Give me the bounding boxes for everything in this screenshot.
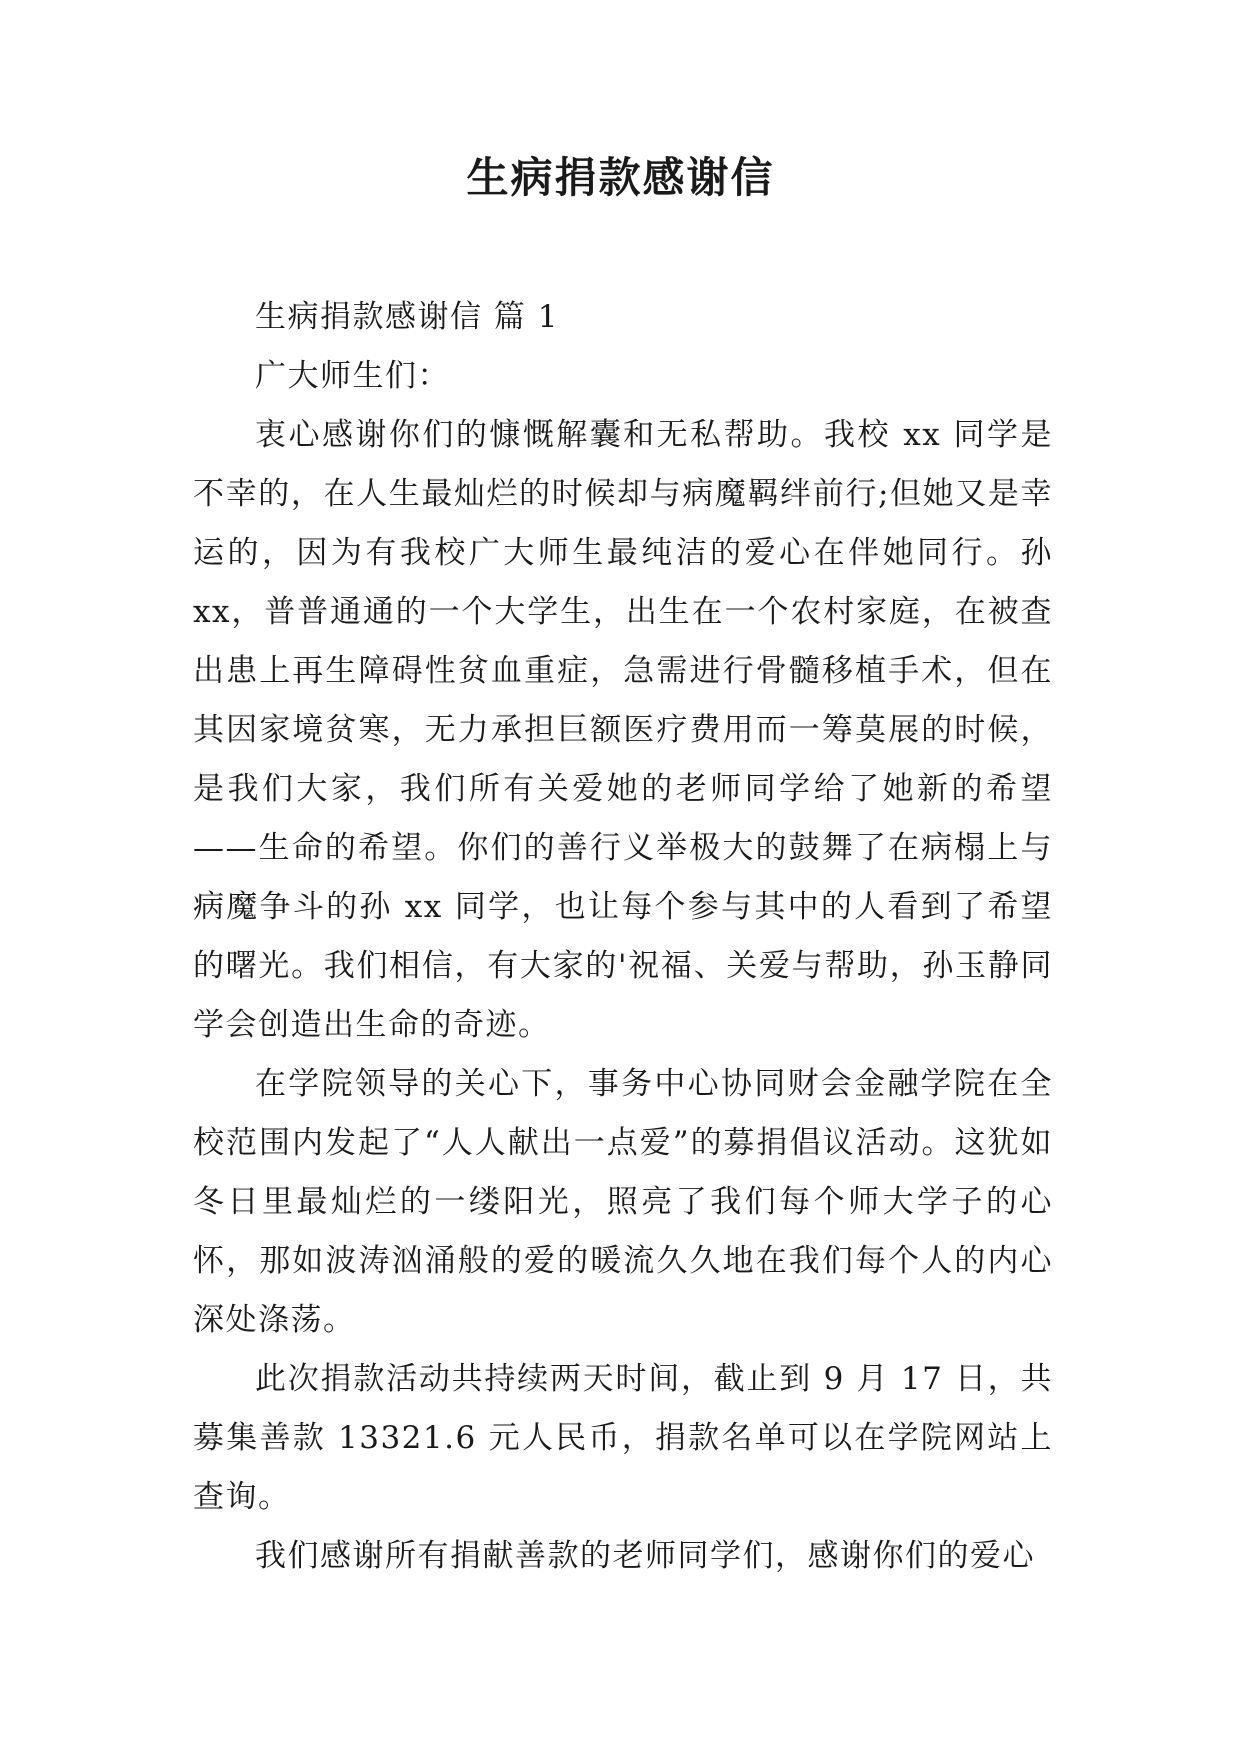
paragraph: 在学院领导的关心下，事务中心协同财会金融学院在全校范围内发起了“人人献出一点爱”的募捐倡议活动。这犹如冬日里最灿烂的一缕阳光，照亮了我们每个师大学子的心怀，那如波涛汹涌般的爱的暖流久久地在我们每个人的内心深处涤荡。 bbox=[193, 1066, 1053, 1338]
salutation: 广大师生们： bbox=[255, 358, 450, 394]
document-body bbox=[193, 288, 1053, 1586]
paragraph: 我们感谢所有捐献善款的老师同学们，感谢你们的爱心 bbox=[255, 1538, 1035, 1574]
paragraph: 此次捐款活动共持续两天时间，截止到 9 月 17 日，共募集善款 13321.6 元人民币，捐款名单可以在学院网站上查询。 bbox=[193, 1361, 1053, 1515]
paragraph: 衷心感谢你们的慷慨解囊和无私帮助。我校 xx 同学是不幸的，在人生最灿烂的时候却与病魔羁绊前行;但她又是幸运的，因为有我校广大师生最纯洁的爱心在伴她同行。孙 xx，普普通通的一个大学生，出生在一个农村家庭，在被查出患上再生障碍性贫血重症，急需进行骨髓移植手术，但在其因家境贫寒，无力承担巨额医疗费用而一筹莫展的时候，是我们大家，我们所有关爱她的老师同学给了她新的希望——生命的希望。你们的善行义举极大的鼓舞了在病榻上与病魔争斗的孙 xx 同学，也让每个参与其中的人看到了希望的曙光。我们相信，有大家的'祝福、关爱与帮助，孙玉静同学会创造出生命的奇迹。 bbox=[193, 417, 1053, 1043]
document-title: 生病捐款感谢信 bbox=[466, 153, 775, 202]
section-heading: 生病捐款感谢信 篇 1 bbox=[255, 299, 559, 335]
